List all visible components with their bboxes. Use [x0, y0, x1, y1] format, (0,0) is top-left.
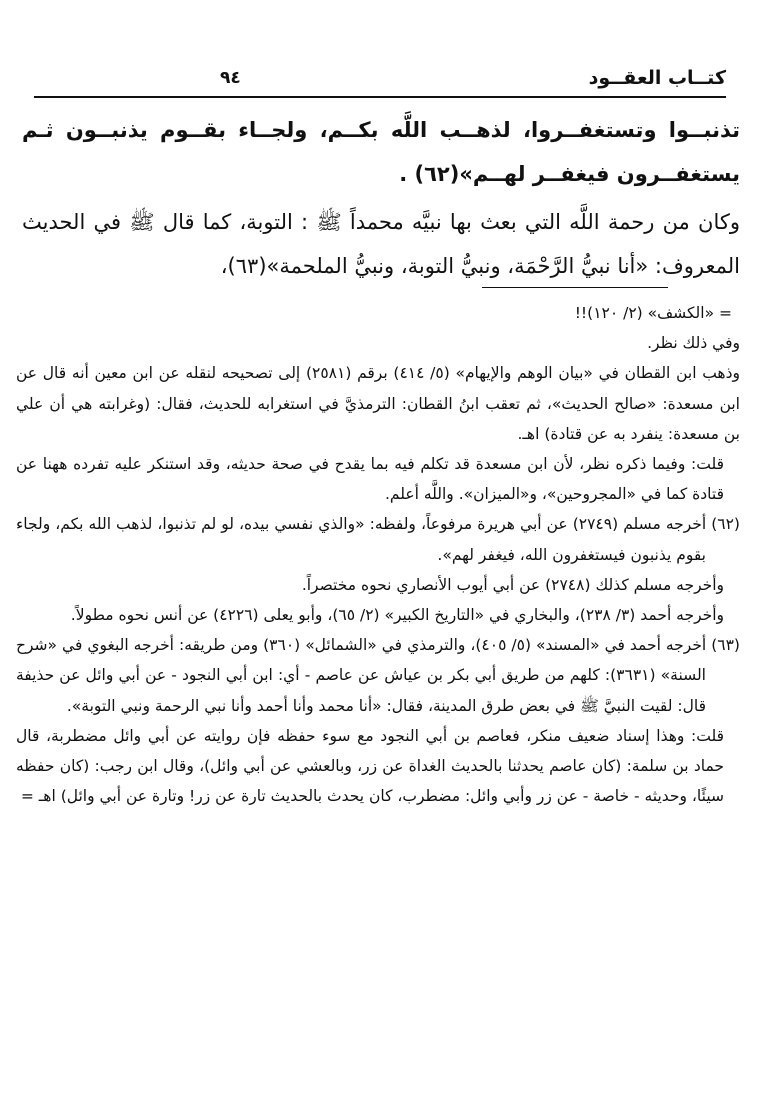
footnote-paragraph: وفي ذلك نظر. [647, 334, 740, 353]
footnote-paragraph: قلت: وهذا إسناد ضعيف منكر، فعاصم بن أبي النجود مع سوء حفظه فإن روايته عن أبي وائل مضطربة، قال حماد بن سلمة: (كان عاصم يحدثنا بالحديث الغداة عن زر، وبالعشي عن أبي وائل)، وقال ابن رجب: (كان حفظه سيئًا، وحديثه - خاصة - عن زر وأبي وائل: مضطرب، كان يحدث بالحديث تارة عن زر! وتارة عن أبي وائل) اهـ = [16, 726, 724, 806]
book-title: كتــاب العقــود [588, 67, 726, 89]
main-paragraph: وكان من رحمة اللَّه التي بعث بها نبيَّه محمداً ﷺ : التوبة، كما قال ﷺ في الحديث المعروف: «أنا نبيُّ الرَّحْمَة، ونبيُّ التوبة، ونبيُّ الملحمة»(٦٣)، [22, 210, 740, 278]
page-number: ٩٤ [220, 68, 241, 88]
footnote-paragraph: وذهب ابن القطان في «بيان الوهم والإيهام» (٥/ ٤١٤) برقم (٢٥٨١) إلى تصحيحه لنقله عن ابن معين أنه قال عن ابن مسعدة: «صالح الحديث»، ثم تعقب ابنُ القطان: الترمذيَّ في استغرابه للحديث، فقال: (وغرابته هي أن علي بن مسعدة: ينفرد به عن قتادة) اهـ. [16, 364, 740, 443]
footnote-63: (٦٣) أخرجه أحمد في «المسند» (٥/ ٤٠٥)، والترمذي في «الشمائل» (٣٦٠) ومن طريقه: أخرجه البغوي في «شرح السنة» (٣٦٣١): كلهم من طريق أبي بكر بن عياش عن عاصم - أي: ابن أبي النجود - عن أبي وائل عن حذيفة قال: لقيت النبيَّ ﷺ في بعض طرق المدينة، فقال: «أنا محمد وأنا أحمد وأنا نبي الرحمة ونبي التوبة». [16, 636, 740, 715]
footnote-paragraph: وأخرجه مسلم كذلك (٢٧٤٨) عن أبي أيوب الأنصاري نحوه مختصراً. [301, 575, 724, 594]
footnote-paragraph: وأخرجه أحمد (٣/ ٢٣٨)، والبخاري في «التاريخ الكبير» (٢/ ٦٥)، وأبو يعلى (٤٢٢٦) عن أنس نحوه مطولاً. [70, 606, 724, 625]
main-paragraph: تذنبــوا وتستغفــروا، لذهــب اللَّه بكــم، ولجــاء بقــوم يذنبــون ثـم يستغفــرون فيغفــر لهــم»(٦٢) . [22, 118, 740, 186]
running-header [34, 60, 726, 98]
footnotes [16, 298, 740, 811]
footnote-paragraph: قلت: وفيما ذكره نظر، لأن ابن مسعدة قد تكلم فيه بما يقدح في صحة حديثه، وقد استنكر عليه تفرده ههنا عن قتادة كما في «المجروحين»، و«الميزان». واللَّه أعلم. [16, 455, 724, 504]
footnote-separator [482, 287, 668, 288]
footnote-continuation: = «الكشف» (٢/ ١٢٠)!! [574, 304, 732, 322]
footnote-62: (٦٢) أخرجه مسلم (٢٧٤٩) عن أبي هريرة مرفوعاً، ولفظه: «والذي نفسي بيده، لو لم تذنبوا، لذهب الله بكم، ولجاء بقوم يذنبون فيستغفرون الله، فيغفر لهم». [16, 515, 740, 564]
main-text [22, 108, 740, 288]
